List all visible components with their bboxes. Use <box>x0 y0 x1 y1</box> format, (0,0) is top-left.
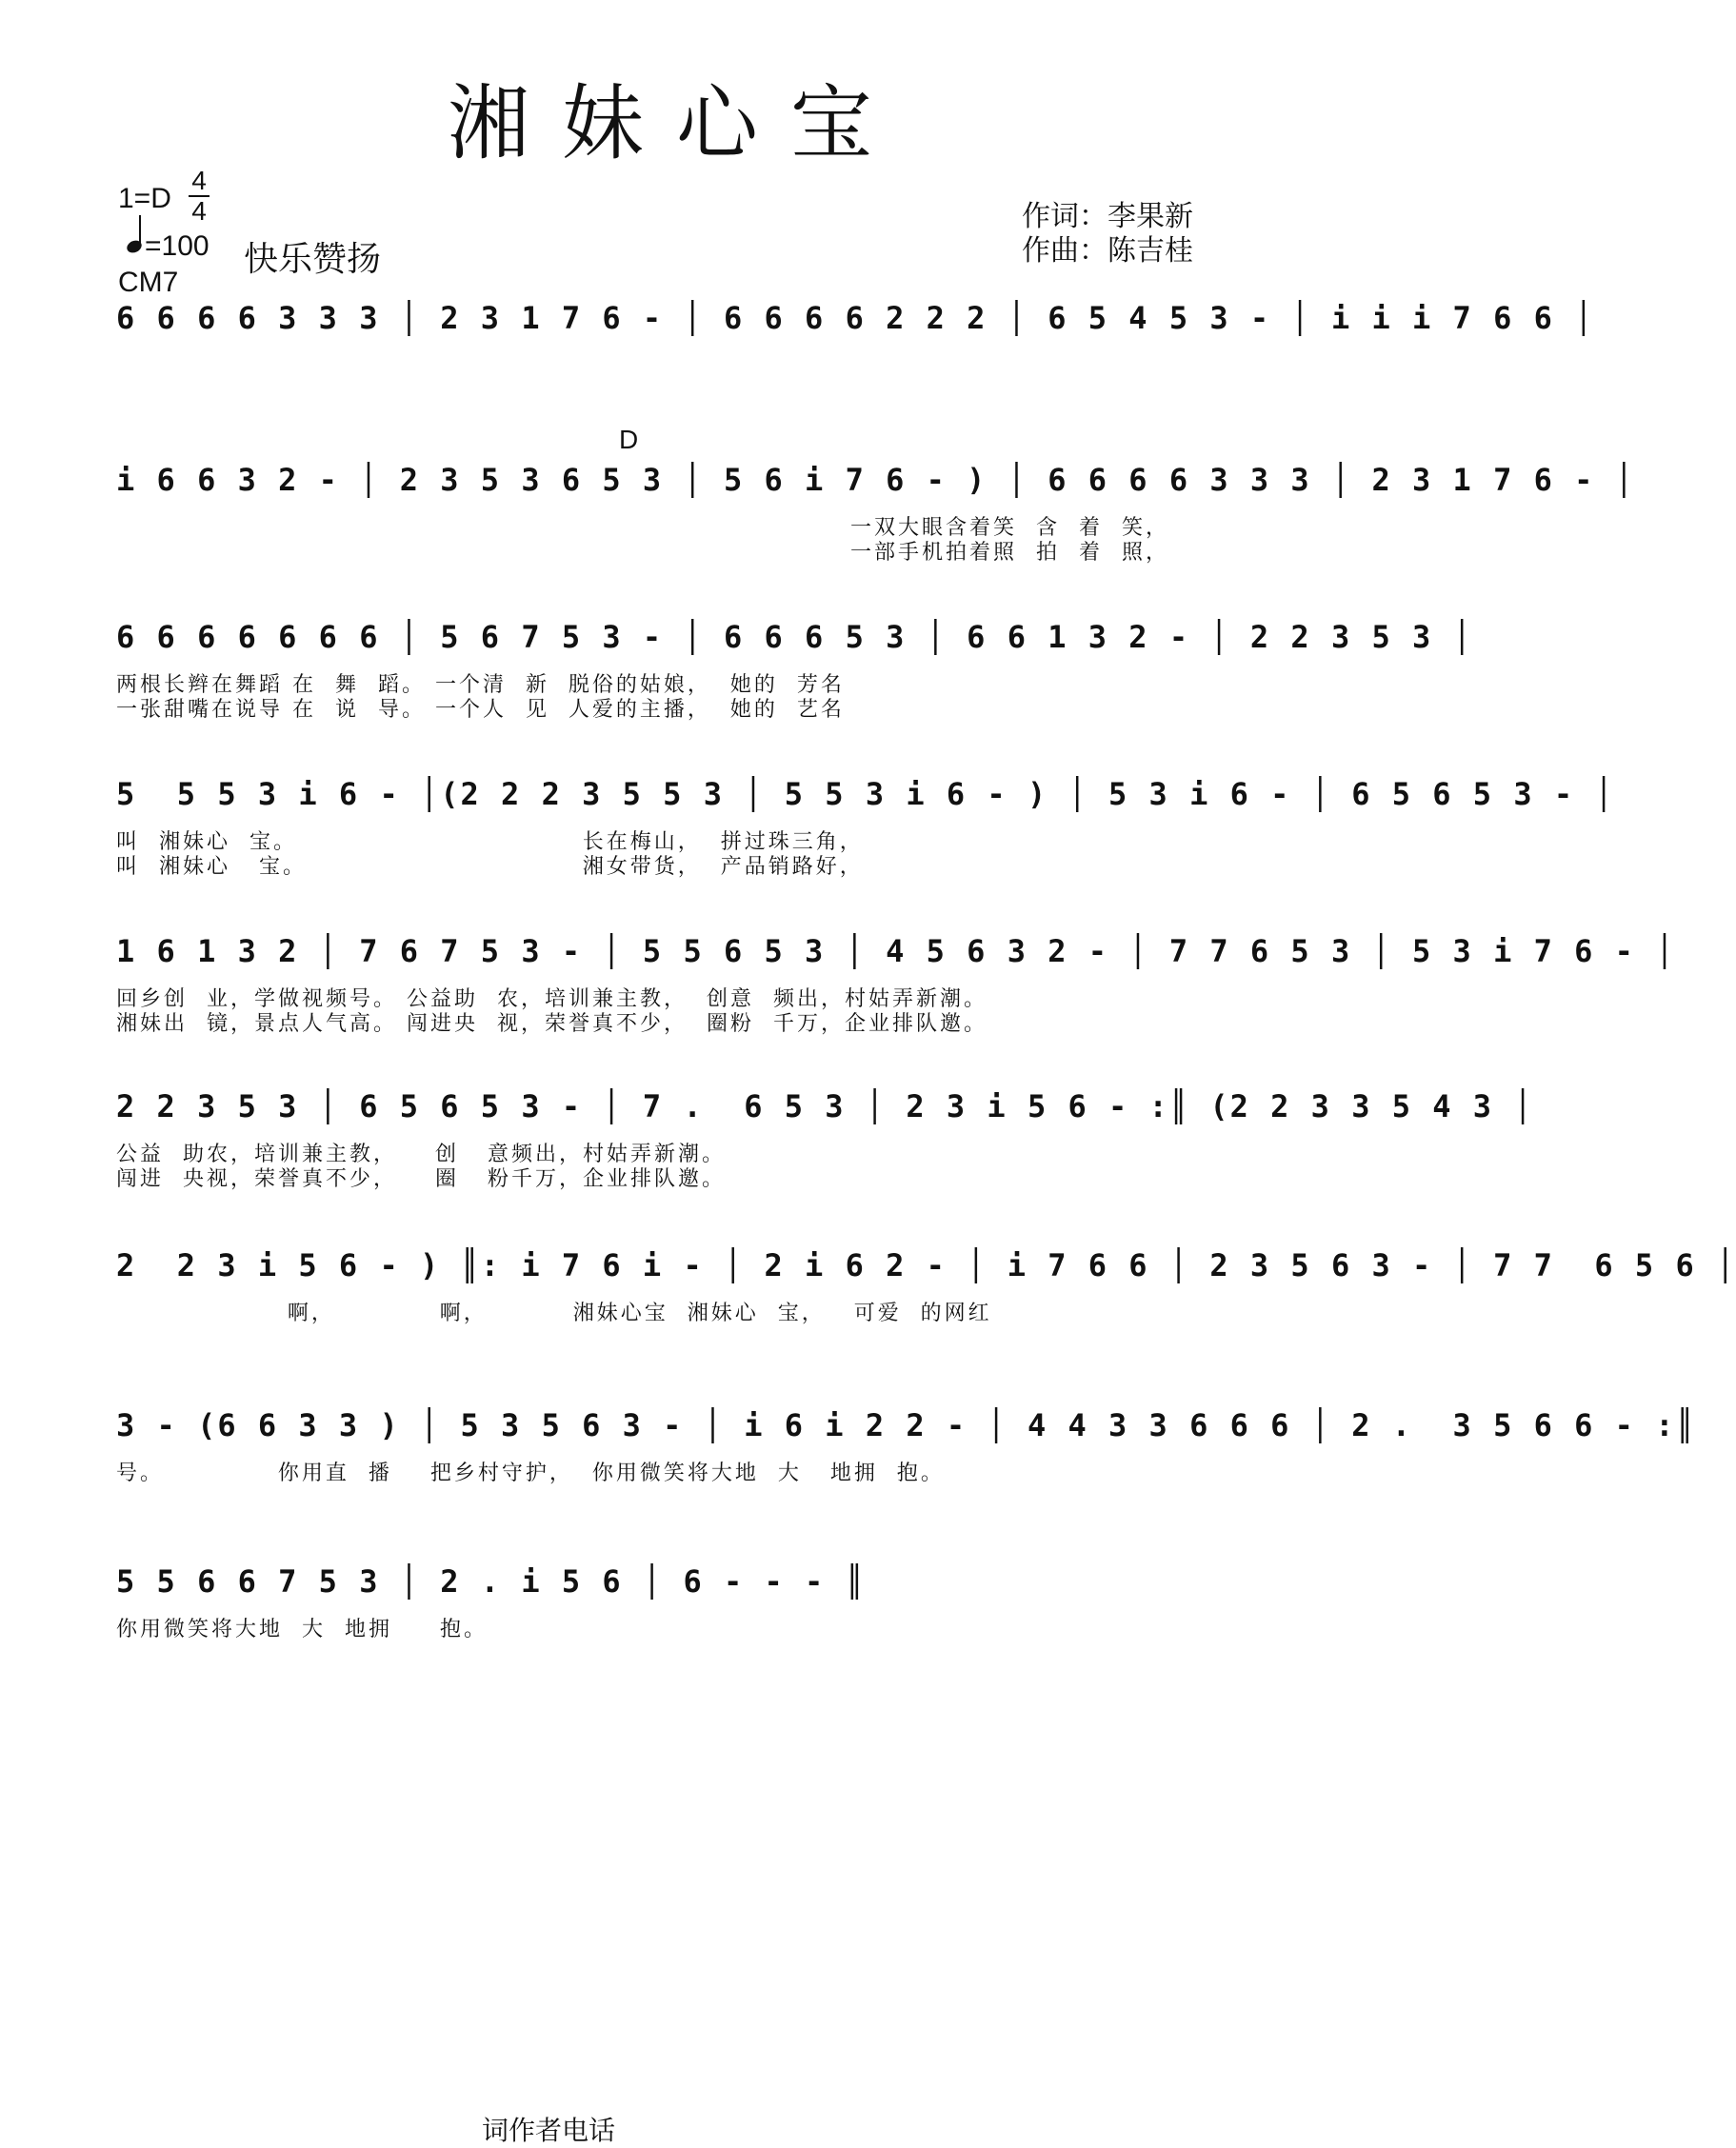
lyric-line-2: 一张甜嘴在说导 在 说 导。 一个人 见 人爱的主播， 她的 艺名 <box>116 698 845 722</box>
lyric-line-1: 两根长辫在舞蹈 在 舞 蹈。 一个清 新 脱俗的姑娘， 她的 芳名 <box>116 673 845 697</box>
lyric-line-1: 一双大眼含着笑 含 着 笑， <box>850 516 1169 540</box>
notation-row: 6 6 6 6 6 6 6 │ 5 6 7 5 3 - │ 6 6 6 5 3 │ 6 6 1 3 2 - │ 2 2 3 5 3 │ <box>116 619 1473 655</box>
chord-d: D <box>619 425 639 454</box>
footer-note: 词作者电话 <box>482 2115 616 2146</box>
lyric-line-2: 湘妹出 镜，景点人气高。 闯进央 视，荣誉真不少， 圈粉 千万，企业排队邀。 <box>116 1012 988 1036</box>
notation-row: i 6 6 3 2 - │ 2 3 5 3 6 5 3 │ 5 6 i 7 6 - ) │ 6 6 6 6 3 3 3 │ 2 3 1 7 6 - │ <box>116 462 1635 498</box>
lyric-line-2: 闯进 央视，荣誉真不少， 圈 粉千万，企业排队邀。 <box>116 1167 726 1191</box>
lyric-line-1: 你用微笑将大地 大 地拥 抱。 <box>116 1618 488 1641</box>
time-denominator: 4 <box>191 196 207 226</box>
notation-row: 2 2 3 i 5 6 - ) ║: i 7 6 i - │ 2 i 6 2 - │ i 7 6 6 │ 2 3 5 6 3 - │ 7 7 6 5 6 │ <box>116 1247 1736 1283</box>
key-signature: 1=D <box>118 183 171 214</box>
lyric-line-1: 叫 湘妹心 宝。 长在梅山， 拼过珠三角， <box>116 830 864 854</box>
tempo-marking: =100 <box>145 230 210 262</box>
lyric-line-1: 啊， 啊， 湘妹心宝 湘妹心 宝， 可爱 的网红 <box>116 1302 992 1325</box>
notation-row: 5 5 5 3 i 6 - │(2 2 2 3 5 5 3 │ 5 5 3 i 6 - ) │ 5 3 i 6 - │ 6 5 6 5 3 - │ <box>116 776 1615 812</box>
notation-row: 2 2 3 5 3 │ 6 5 6 5 3 - │ 7 . 6 5 3 │ 2 3 i 5 6 - :║ (2 2 3 3 5 4 3 │ <box>116 1088 1534 1124</box>
lyric-line-2: 叫 湘妹心 宝。 湘女带货， 产品销路好， <box>116 855 864 879</box>
lyric-line-1: 回乡创 业，学做视频号。 公益助 农，培训兼主教， 创意 频出，村姑弄新潮。 <box>116 987 988 1011</box>
notation-row: 6 6 6 6 3 3 3 │ 2 3 1 7 6 - │ 6 6 6 6 2 2 2 │ 6 5 4 5 3 - │ i i i 7 6 6 │ <box>116 300 1595 336</box>
lyric-line-2: 一部手机拍着照 拍 着 照， <box>850 541 1169 565</box>
chord-cm7: CM7 <box>118 267 179 298</box>
notation-row: 5 5 6 6 7 5 3 │ 2 . i 5 6 │ 6 - - - ║ <box>116 1563 866 1600</box>
quarter-note-stem <box>139 215 141 246</box>
lyricist-credit: 作词：李果新 <box>1022 200 1193 233</box>
lyric-line-1: 号。 你用直 播 把乡村守护， 你用微笑将大地 大 地拥 抱。 <box>116 1462 945 1485</box>
song-title: 湘妹心宝 <box>448 76 905 171</box>
composer-credit: 作曲：陈吉桂 <box>1022 234 1193 268</box>
expression-marking: 快乐赞扬 <box>244 239 382 278</box>
time-signature <box>189 168 210 225</box>
time-numerator: 4 <box>191 166 207 195</box>
lyric-line-1: 公益 助农，培训兼主教， 创 意频出，村姑弄新潮。 <box>116 1143 726 1166</box>
notation-row: 1 6 1 3 2 │ 7 6 7 5 3 - │ 5 5 6 5 3 │ 4 5 6 3 2 - │ 7 7 6 5 3 │ 5 3 i 7 6 - │ <box>116 933 1676 969</box>
notation-row: 3 - (6 6 3 3 ) │ 5 3 5 6 3 - │ i 6 i 2 2 - │ 4 4 3 3 6 6 6 │ 2 . 3 5 6 6 - :║ <box>116 1407 1696 1443</box>
